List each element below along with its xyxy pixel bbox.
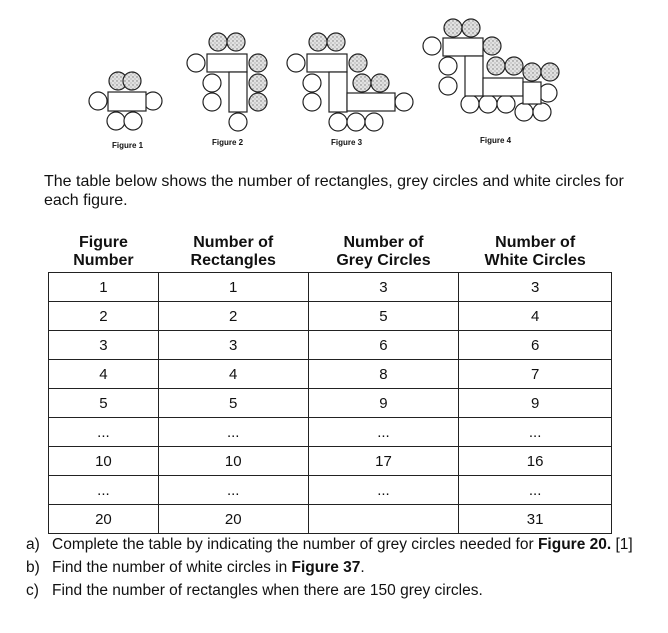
table-cell: ... [158,476,308,505]
figure-label: Figure 4 [480,136,512,145]
answer-cell-grey-circles-figure-20[interactable] [308,505,459,534]
table-cell: 3 [158,331,308,360]
table-cell: 5 [158,389,308,418]
table-cell: 1 [49,273,159,302]
question-a [26,535,666,554]
question-label: c) [26,582,39,599]
figure-2 [187,33,267,131]
figure-label: Figure 2 [212,138,244,147]
table-cell: ... [459,476,612,505]
table-row [49,418,612,447]
table-row [49,389,612,418]
question-text: Complete the table by indicating the number of grey circles needed for Figure 20. [1] [52,536,633,553]
header-rectangles: Number of Rectangles [190,234,276,269]
table-cell: 5 [49,389,159,418]
table-cell: 8 [308,360,459,389]
table-cell: 10 [158,447,308,476]
table-row [49,476,612,505]
intro-text: The table below shows the number of rectangles, grey circles and white circles for each figure. [44,173,624,209]
table-cell: 20 [158,505,308,534]
table-cell: 3 [459,273,612,302]
header-figure-number: Figure Number [73,234,134,269]
table-cell: 6 [459,331,612,360]
question-b [26,558,666,577]
figure-1 [89,72,162,130]
table-cell: 9 [459,389,612,418]
table-row [49,302,612,331]
table-cell: 2 [158,302,308,331]
table-cell: ... [308,476,459,505]
header-white-circles: Number of White Circles [484,234,586,269]
data-table [48,232,612,534]
question-label: b) [26,559,40,576]
table-cell: 4 [158,360,308,389]
figure-4 [423,19,559,121]
table-cell: ... [459,418,612,447]
table-cell: 3 [49,331,159,360]
table-row [49,505,612,534]
table-cell: ... [49,418,159,447]
table-cell: 6 [308,331,459,360]
table-cell: 2 [49,302,159,331]
table-cell: 7 [459,360,612,389]
table-cell: ... [49,476,159,505]
questions [26,535,666,604]
question-c [26,581,666,600]
table-row [49,273,612,302]
table-cell: 5 [308,302,459,331]
table-row [49,360,612,389]
table-cell: ... [158,418,308,447]
table-cell: 9 [308,389,459,418]
table-header-row [49,232,612,273]
figure-label: Figure 3 [331,138,363,147]
figure-label: Figure 1 [112,141,144,150]
question-text: Find the number of white circles in Figure 37. [52,559,365,576]
figure-3 [287,33,413,131]
table-row [49,331,612,360]
table-cell: 31 [459,505,612,534]
table-cell: ... [308,418,459,447]
table-row [49,447,612,476]
table-cell: 1 [158,273,308,302]
table-cell: 4 [459,302,612,331]
table-cell: 16 [459,447,612,476]
header-grey-circles: Number of Grey Circles [336,234,431,269]
table-cell: 10 [49,447,159,476]
table-cell: 20 [49,505,159,534]
table-cell: 17 [308,447,459,476]
question-text: Find the number of rectangles when there are 150 grey circles. [52,582,483,599]
figures-illustration [0,0,668,160]
question-label: a) [26,536,40,553]
table-cell: 4 [49,360,159,389]
table-cell: 3 [308,273,459,302]
